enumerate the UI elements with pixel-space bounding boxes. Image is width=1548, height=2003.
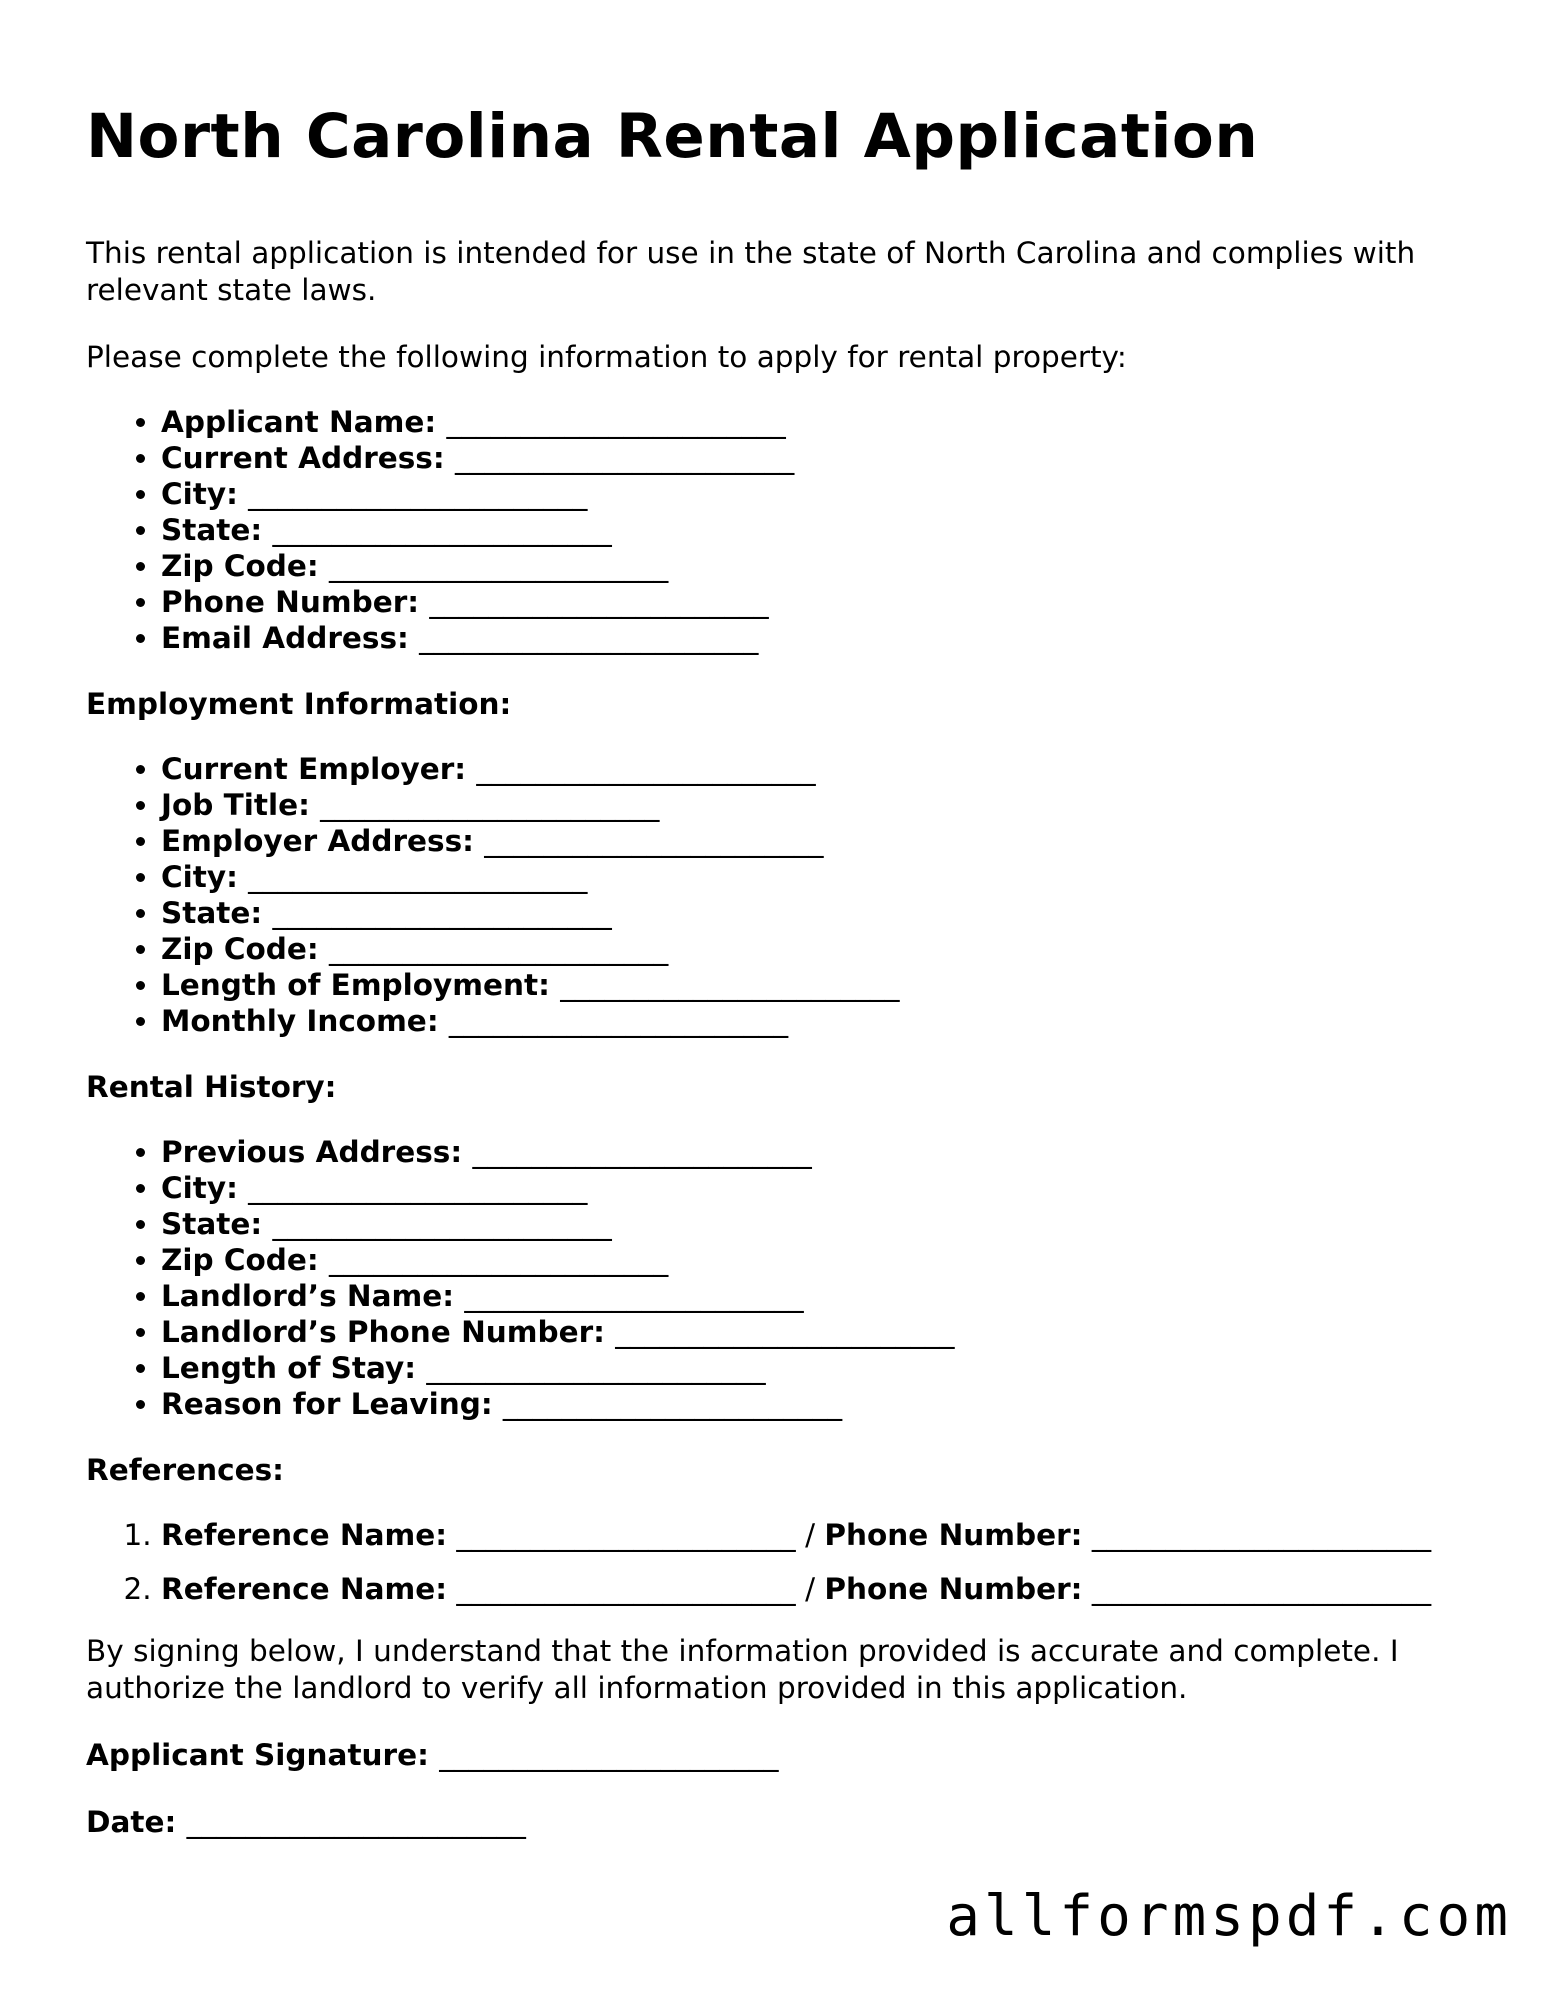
blank-line[interactable]: _______________________	[615, 1315, 955, 1350]
field-current-employer: • Current Employer: _______________________	[161, 751, 1476, 787]
watermark-brand: allformspdf.com	[946, 1884, 1512, 1949]
references-list	[86, 1517, 1476, 1607]
field-employer-address: • Employer Address: _______________________	[161, 823, 1476, 859]
field-zip-code: • Zip Code: _______________________	[161, 548, 1476, 584]
field-applicant-name: • Applicant Name: _______________________	[161, 404, 1476, 440]
field-email-address: • Email Address: _______________________	[161, 620, 1476, 656]
references-heading: References:	[86, 1453, 284, 1488]
rental-history-heading: Rental History:	[86, 1070, 337, 1105]
intro-paragraph: This rental application is intended for use in the state of North Carolina and complies with relevant state laws.	[86, 236, 1416, 308]
field-length-of-employment: • Length of Employment: _______________________	[161, 967, 1476, 1003]
field-current-address: • Current Address: _______________________	[161, 440, 1476, 476]
blank-line[interactable]: _______________________	[429, 585, 769, 620]
blank-line[interactable]: _______________________	[329, 1243, 669, 1278]
blank-line[interactable]: _______________________	[560, 968, 900, 1003]
blank-line[interactable]: _______________________	[186, 1805, 526, 1840]
blank-line[interactable]: _______________________	[476, 752, 816, 787]
blank-line[interactable]: _______________________	[272, 513, 612, 548]
field-city: • City: _______________________	[161, 476, 1476, 512]
blank-line[interactable]: _______________________	[1091, 1572, 1432, 1607]
field-length-of-stay: • Length of Stay: _______________________	[161, 1350, 1476, 1386]
blank-line[interactable]: _______________________	[426, 1351, 766, 1386]
authorization-paragraph: By signing below, I understand that the information provided is accurate and complete. I authorize the landlord to verify all information provided in this application.	[86, 1634, 1399, 1706]
blank-line[interactable]: _______________________	[472, 1135, 812, 1170]
blank-line[interactable]: _______________________	[248, 860, 588, 895]
field-phone-number: • Phone Number: _______________________	[161, 584, 1476, 620]
blank-line[interactable]: _______________________	[448, 1004, 789, 1039]
blank-line[interactable]: _______________________	[464, 1279, 804, 1314]
blank-line[interactable]: _______________________	[439, 1738, 779, 1773]
blank-line[interactable]: _______________________	[248, 477, 588, 512]
field-employer-state: • State: _______________________	[161, 895, 1476, 931]
reference-item: 1. Reference Name: _______________________ / Phone Number: _______________________	[161, 1517, 1476, 1553]
field-landlord-name: • Landlord’s Name: _______________________	[161, 1278, 1476, 1314]
applicant-fields-list	[86, 404, 1476, 656]
page-title: North Carolina Rental Application	[86, 101, 1259, 172]
blank-line[interactable]: _______________________	[329, 549, 669, 584]
field-employer-zip-code: • Zip Code: _______________________	[161, 931, 1476, 967]
field-previous-city: • City: _______________________	[161, 1170, 1476, 1206]
blank-line[interactable]: _______________________	[272, 1207, 612, 1242]
blank-line[interactable]: _______________________	[484, 824, 824, 859]
rental-application-document	[86, 100, 1476, 1841]
field-employer-city: • City: _______________________	[161, 859, 1476, 895]
field-landlord-phone-number: • Landlord’s Phone Number: _______________________	[161, 1314, 1476, 1350]
blank-line[interactable]: _______________________	[320, 788, 660, 823]
field-reason-for-leaving: • Reason for Leaving: _______________________	[161, 1386, 1476, 1422]
employment-heading: Employment Information:	[86, 687, 512, 722]
blank-line[interactable]: _______________________	[446, 405, 786, 440]
field-previous-zip-code: • Zip Code: _______________________	[161, 1242, 1476, 1278]
employment-fields-list	[86, 751, 1476, 1039]
reference-item: 2. Reference Name: _______________________ / Phone Number: _______________________	[161, 1571, 1476, 1607]
blank-line[interactable]: _______________________	[1091, 1518, 1432, 1553]
blank-line[interactable]: _______________________	[272, 896, 612, 931]
blank-line[interactable]: _______________________	[454, 441, 795, 476]
blank-line[interactable]: _______________________	[419, 621, 759, 656]
field-monthly-income: • Monthly Income: _______________________	[161, 1003, 1476, 1039]
rental-history-fields-list	[86, 1134, 1476, 1422]
field-previous-state: • State: _______________________	[161, 1206, 1476, 1242]
blank-line[interactable]: _______________________	[248, 1171, 588, 1206]
blank-line[interactable]: _______________________	[329, 932, 669, 967]
signature-field: Applicant Signature: _______________________	[86, 1738, 779, 1773]
blank-line[interactable]: _______________________	[502, 1387, 843, 1422]
instructions-paragraph: Please complete the following information to apply for rental property:	[86, 340, 1127, 375]
blank-line[interactable]: _______________________	[456, 1572, 796, 1607]
date-field: Date: _______________________	[86, 1805, 526, 1840]
field-job-title: • Job Title: _______________________	[161, 787, 1476, 823]
blank-line[interactable]: _______________________	[456, 1518, 796, 1553]
field-previous-address: • Previous Address: _______________________	[161, 1134, 1476, 1170]
field-state: • State: _______________________	[161, 512, 1476, 548]
